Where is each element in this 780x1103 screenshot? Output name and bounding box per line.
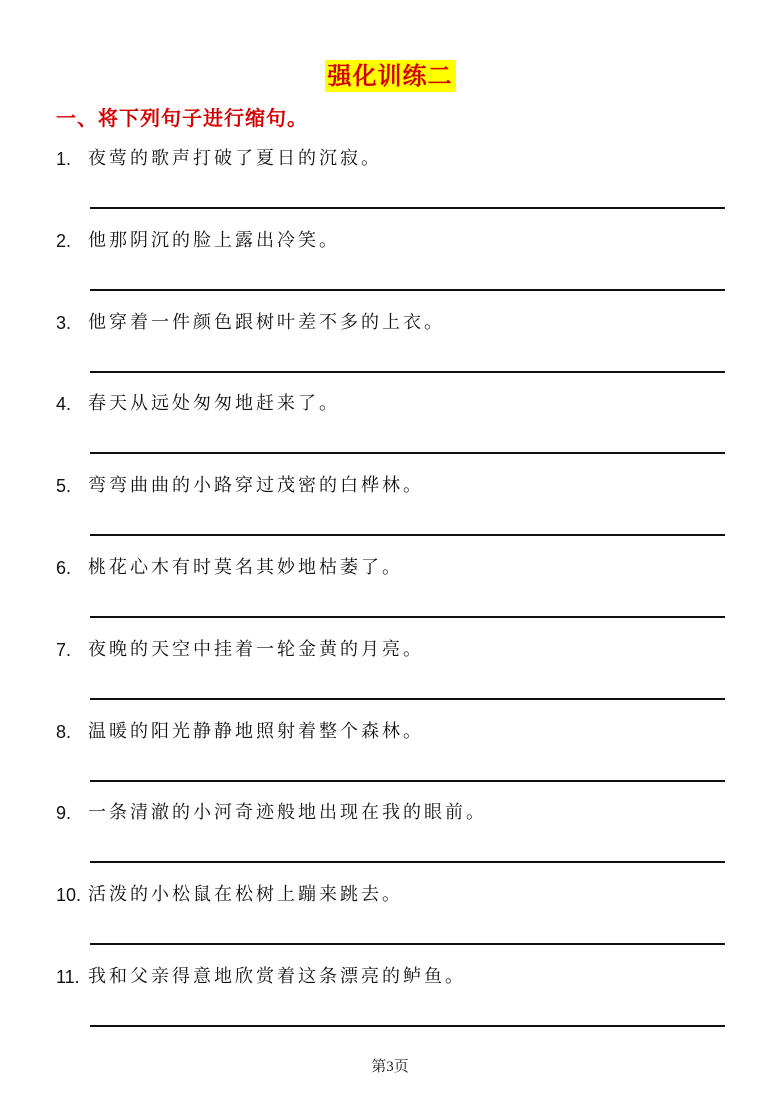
question-item-5 [0, 467, 780, 549]
answer-line[interactable] [90, 616, 725, 618]
question-item-6 [0, 549, 780, 631]
question-number: 3. [56, 312, 72, 333]
question-item-4 [0, 385, 780, 467]
question-text: 一条清澈的小河奇迹般地出现在我的眼前。 [88, 802, 487, 824]
question-text: 夜晚的天空中挂着一轮金黄的月亮。 [88, 638, 424, 660]
question-item-8 [0, 713, 780, 795]
section-heading: 一、将下列句子进行缩句。 [56, 106, 308, 130]
question-item-10 [0, 876, 780, 958]
question-number: 10. [56, 885, 82, 906]
question-item-7 [0, 631, 780, 713]
answer-line[interactable] [90, 698, 725, 700]
answer-line[interactable] [90, 534, 725, 536]
question-text: 我和父亲得意地欣赏着这条漂亮的鲈鱼。 [88, 965, 466, 987]
answer-line[interactable] [90, 289, 725, 291]
question-number: 8. [56, 721, 72, 742]
answer-line[interactable] [90, 943, 725, 945]
question-text: 他穿着一件颜色跟树叶差不多的上衣。 [88, 311, 445, 333]
question-list [0, 140, 780, 1040]
question-text: 活泼的小松鼠在松树上蹦来跳去。 [88, 884, 403, 906]
question-item-1 [0, 140, 780, 222]
answer-line[interactable] [90, 371, 725, 373]
question-number: 9. [56, 803, 72, 824]
question-text: 温暖的阳光静静地照射着整个森林。 [88, 720, 424, 742]
question-item-2 [0, 222, 780, 304]
answer-line[interactable] [90, 207, 725, 209]
question-number: 2. [56, 230, 72, 251]
question-item-3 [0, 304, 780, 386]
title-container [0, 60, 780, 92]
question-item-11 [0, 958, 780, 1040]
question-text: 桃花心木有时莫名其妙地枯萎了。 [88, 556, 403, 578]
question-number: 1. [56, 149, 72, 169]
answer-line[interactable] [90, 861, 725, 863]
page-number: 第3页 [371, 1059, 409, 1075]
question-number: 7. [56, 639, 72, 660]
question-number: 11. [56, 966, 80, 987]
question-number: 5. [56, 476, 72, 497]
answer-line[interactable] [90, 780, 725, 782]
question-text: 夜莺的歌声打破了夏日的沉寂。 [88, 148, 382, 169]
question-number: 4. [56, 394, 72, 415]
question-text: 春天从远处匆匆地赶来了。 [88, 393, 340, 415]
answer-line[interactable] [90, 452, 725, 454]
worksheet-title: 强化训练二 [325, 60, 456, 92]
question-text: 他那阴沉的脸上露出冷笑。 [88, 229, 340, 251]
question-text: 弯弯曲曲的小路穿过茂密的白桦林。 [88, 475, 424, 497]
answer-line[interactable] [90, 1025, 725, 1027]
question-number: 6. [56, 557, 72, 578]
question-item-9 [0, 794, 780, 876]
